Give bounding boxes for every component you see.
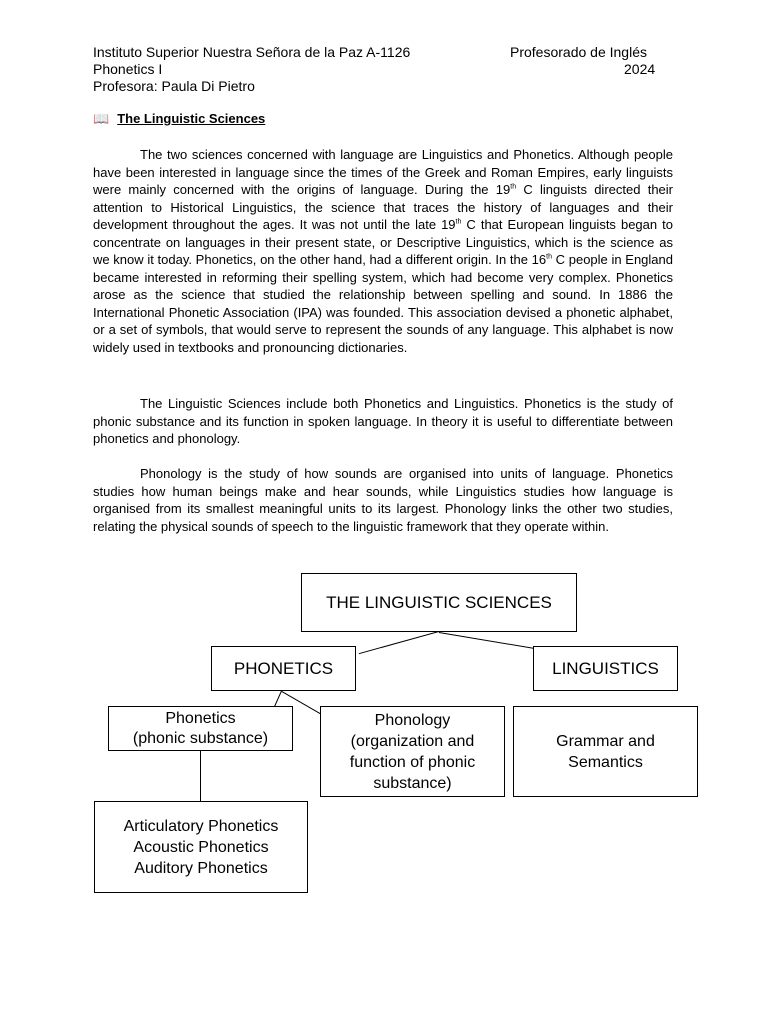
paragraph-history xyxy=(93,146,673,356)
box-phonetics: PHONETICS xyxy=(211,646,356,691)
paragraph-text: The two sciences concerned with language are Linguistics and Phonetics. Although people have been interested in language since the times of the Greek and Roman Empires, early linguists were mainly concerned with the origins of language. During the 19 xyxy=(93,147,673,197)
section-title: The Linguistic Sciences xyxy=(117,111,266,126)
paragraph-phonology: Phonology is the study of how sounds are organised into units of language. Phonetics studies how human beings make and hear sounds, while Linguistics studies how language is organised from its smallest meaningful units to its largest. Phonology links the other two studies, relating the physical sounds of speech to the linguistic framework that they operate within. xyxy=(93,466,673,534)
open-book-icon: 📖 xyxy=(93,111,110,126)
paragraph-text: C that European linguists began to concentrate on languages in their present state, or Descriptive Linguistics, which is the science as we know it today. Phonetics, on the other hand, had a different origin. In the 16 xyxy=(93,217,673,267)
paragraph-definition: The Linguistic Sciences include both Phonetics and Linguistics. Phonetics is the study of phonic substance and its function in spoken language. In theory it is useful to differentiate between phonetics and phonology. xyxy=(93,396,673,446)
section-heading xyxy=(93,111,265,127)
connector-root-phonetics xyxy=(359,631,439,654)
connector-sub-branches xyxy=(200,751,201,801)
course-name: Phonetics I xyxy=(93,61,163,77)
ordinal-suffix: th xyxy=(546,253,552,261)
box-phonetics-substance: Phonetics (phonic substance) xyxy=(108,706,293,751)
ordinal-suffix: th xyxy=(455,218,462,226)
box-linguistics: LINGUISTICS xyxy=(533,646,678,691)
teacher-name: Profesora: Paula Di Pietro xyxy=(93,78,255,94)
connector-phonetics-sub xyxy=(274,691,282,708)
box-grammar-semantics: Grammar and Semantics xyxy=(513,706,698,797)
box-phonetics-branches: Articulatory Phonetics Acoustic Phonetics Auditory Phonetics xyxy=(94,801,308,893)
box-phonology: Phonology (organization and function of phonic substance) xyxy=(320,706,505,797)
ordinal-suffix: th xyxy=(510,183,517,191)
institute-name: Instituto Superior Nuestra Señora de la Paz A-1126 xyxy=(93,44,411,60)
program-name: Profesorado de Inglés xyxy=(510,44,647,60)
box-root: THE LINGUISTIC SCIENCES xyxy=(301,573,577,632)
year: 2024 xyxy=(624,61,656,77)
paragraph-text: C people in England became interested in reforming their spelling system, which had become very complex. Phonetics arose as the science that studied the relationship between spelling and sound. In 1886 the International Phonetic Association (IPA) was founded. This association devised a phonetic alphabet, or a set of symbols, that would serve to represent the sounds of any language. This alphabet is now widely used in textbooks and pronouncing dictionaries. xyxy=(93,252,673,355)
paragraph-text: C linguists directed their attention to Historical Linguistics, the science that traces the history of languages and their development throughout the ages. It was not until the late 19 xyxy=(93,182,673,232)
